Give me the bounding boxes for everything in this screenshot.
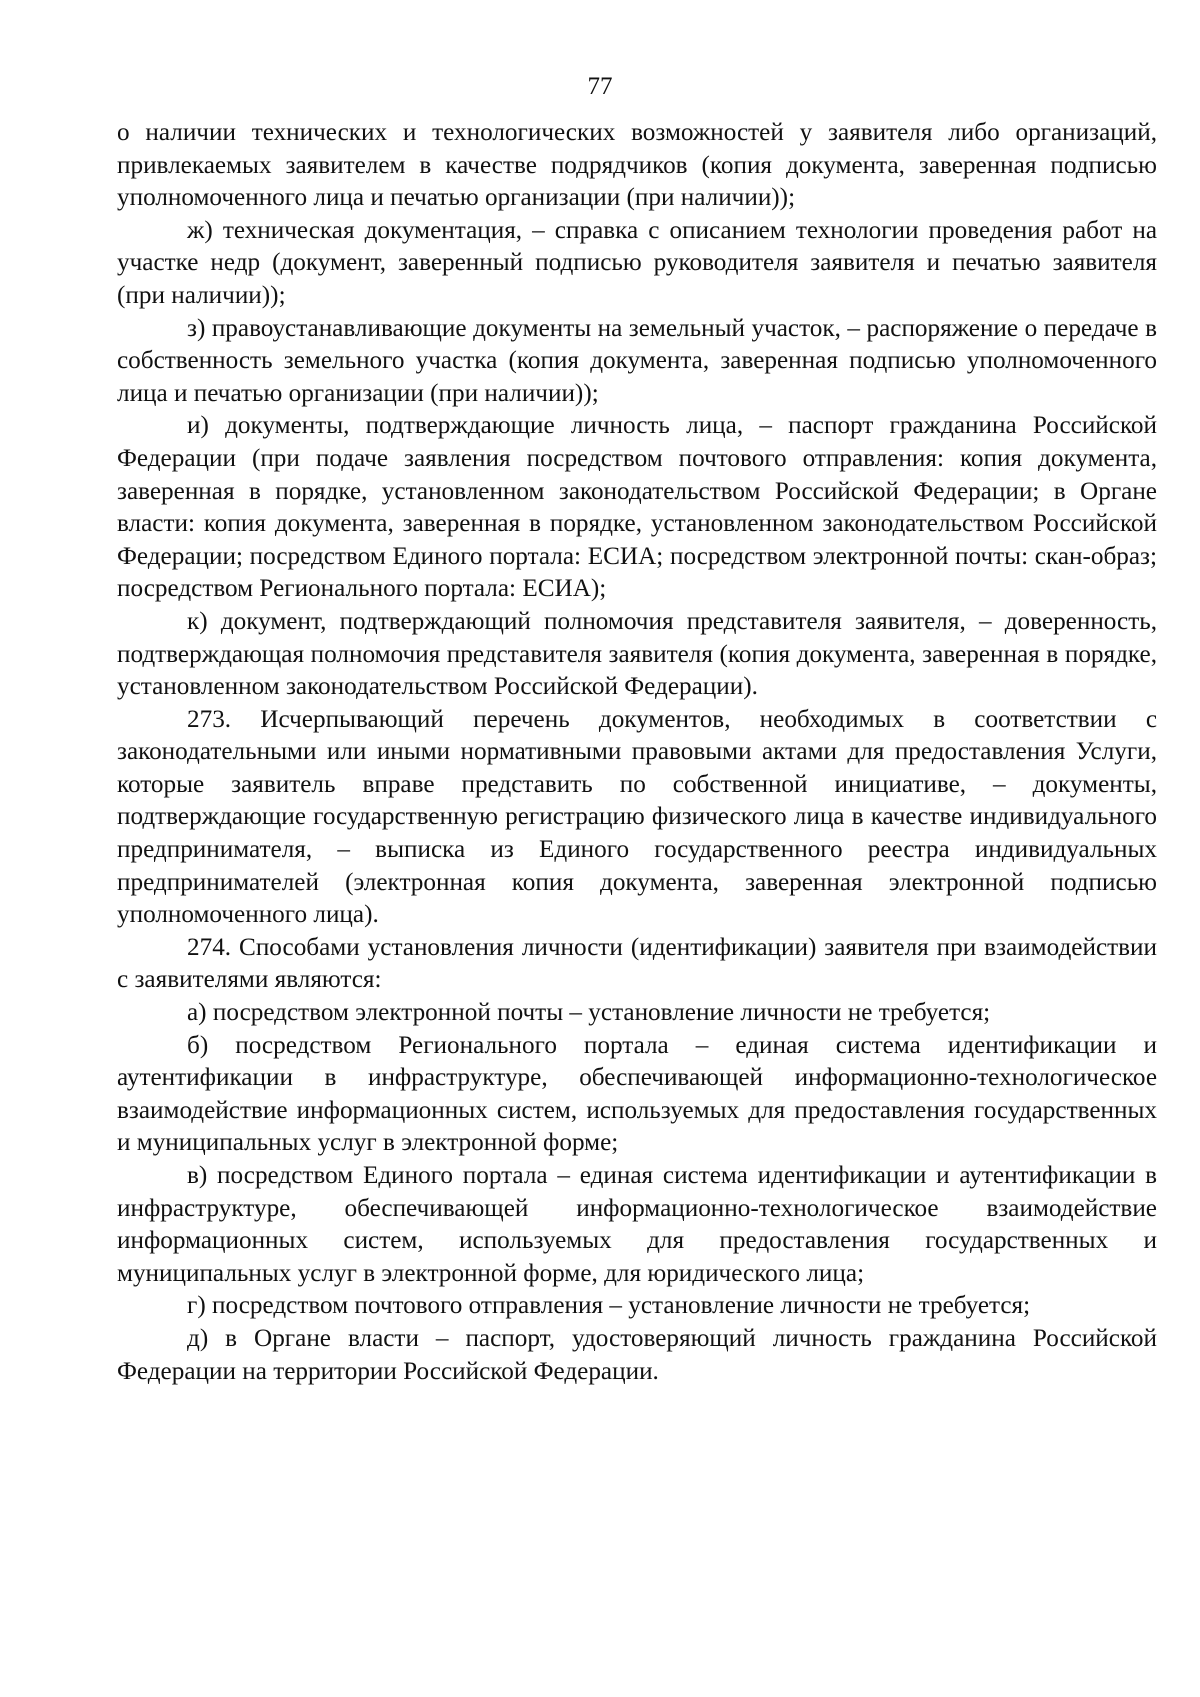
- paragraph-273: 273. Исчерпывающий перечень документов, необходимых в соответствии с законодательными или иными нормативными правовыми актами для предоставления Услуги, которые заявитель вправе представить по собственной инициативе, – документы, подтверждающие государственную регистрацию физического лица в качестве индивидуального предпринимателя, – выписка из Единого государственного реестра индивидуальных предпринимателей (электронная копия документа, заверенная электронной подписью уполномоченного лица).: [117, 705, 1157, 929]
- paragraph-item-z: з) правоустанавливающие документы на земельный участок, – распоряжение о передаче в собственность земельного участка (копия документа, заверенная подписью уполномоченного лица и печатью организации (при наличии));: [117, 314, 1157, 407]
- paragraph-item-zh: ж) техническая документация, – справка с описанием технологии проведения работ на участке недр (документ, заверенный подписью руководителя заявителя и печатью заявителя (при наличии));: [117, 216, 1157, 309]
- paragraph-item-v: в) посредством Единого портала – единая система идентификации и аутентификации в инфраструктуре, обеспечивающей информационно-технологическое взаимодействие информационных систем, используемых для предоставления государственных и муниципальных услуг в электронной форме, для юридического лица;: [117, 1162, 1157, 1287]
- paragraph-item-k: к) документ, подтверждающий полномочия представителя заявителя, – доверенность, подтверждающая полномочия представителя заявителя (копия документа, заверенная в порядке, установленном законодательством Российской Федерации).: [117, 607, 1157, 701]
- paragraph-item-b: б) посредством Регионального портала – единая система идентификации и аутентификации в инфраструктуре, обеспечивающей информационно-технологическое взаимодействие информационных систем, используемых для предоставления государственных и муниципальных услуг в электронной форме;: [117, 1031, 1157, 1157]
- paragraph-item-d: д) в Органе власти – паспорт, удостоверяющий личность гражданина Российской Федерации на территории Российской Федерации.: [117, 1324, 1157, 1385]
- document-body: [117, 117, 1157, 1388]
- paragraph-274: 274. Способами установления личности (идентификации) заявителя при взаимодействии с заявителями являются:: [117, 933, 1157, 994]
- paragraph-item-i: и) документы, подтверждающие личность лица, – паспорт гражданина Российской Федерации (при подаче заявления посредством почтового отправления: копия документа, заверенная в порядке, установленном законодательством Российской Федерации; в Органе власти: копия документа, заверенная в порядке, установленном законодательством Российской Федерации; посредством Единого портала: ЕСИА; посредством электронной почты: скан-образ; посредством Регионального портала: ЕСИА);: [117, 412, 1157, 603]
- paragraph-item-g: г) посредством почтового отправления – установление личности не требуется;: [187, 1292, 1031, 1320]
- page-number: 77: [587, 73, 613, 100]
- paragraph-continuation: о наличии технических и технологических возможностей у заявителя либо организаций, привлекаемых заявителем в качестве подрядчиков (копия документа, заверенная подписью уполномоченного лица и печатью организации (при наличии));: [117, 119, 1157, 212]
- paragraph-item-a: а) посредством электронной почты – установление личности не требуется;: [187, 999, 991, 1027]
